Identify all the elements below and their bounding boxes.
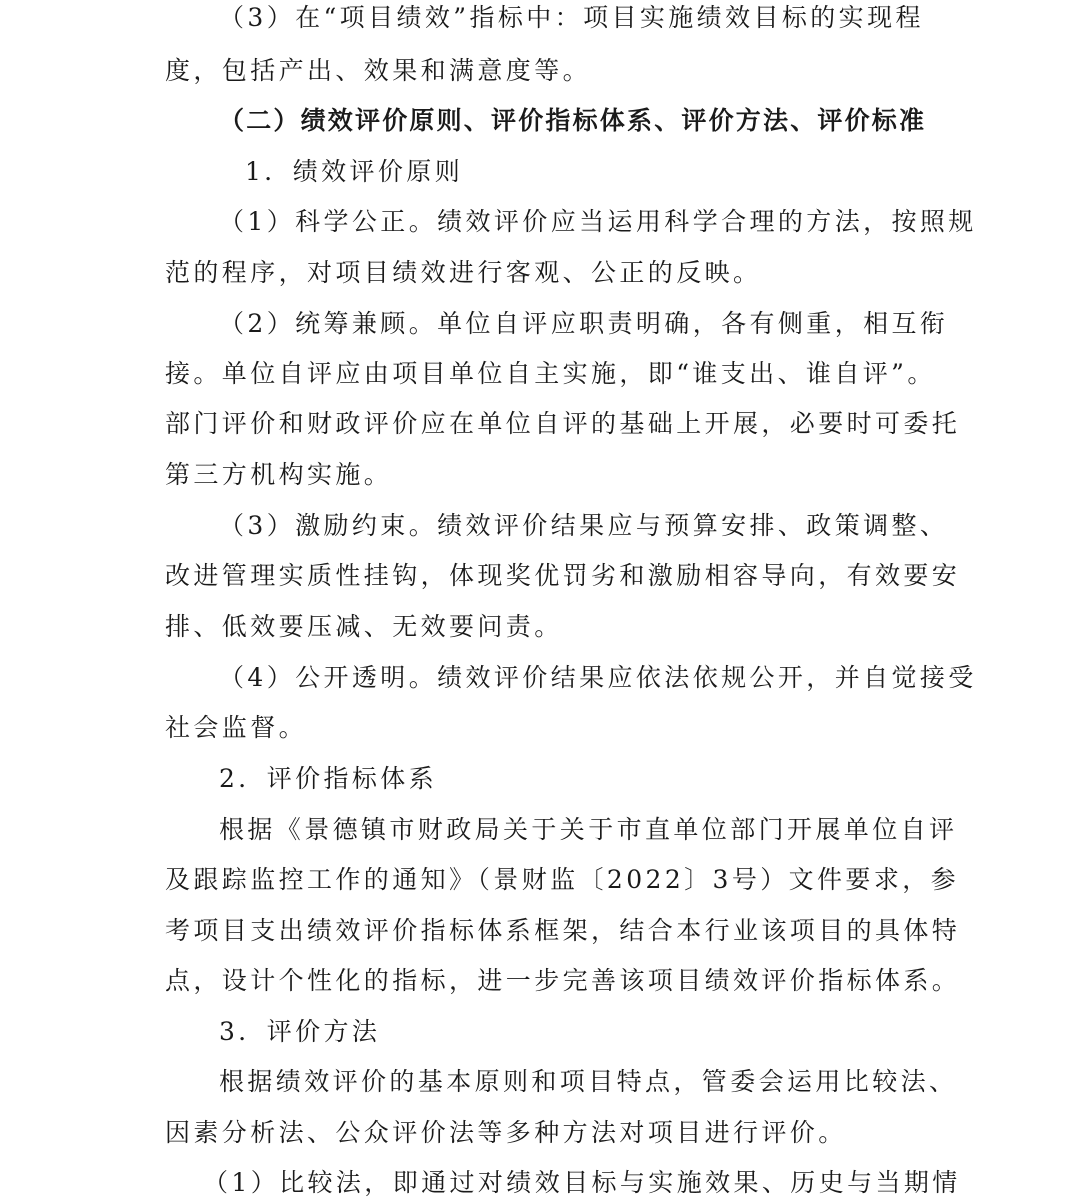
paragraph-line: 部门评价和财政评价应在单位自评的基础上开展，必要时可委托 [165, 409, 961, 438]
paragraph-line: 考项目支出绩效评价指标体系框架，结合本行业该项目的具体特 [165, 916, 961, 945]
paragraph-line: 接。单位自评应由项目单位自主实施，即“谁支出、谁自评”。 [165, 359, 936, 388]
paragraph-line: （2）统筹兼顾。单位自评应职责明确，各有侧重，相互衔 [219, 309, 949, 338]
paragraph-line: （1）比较法，即通过对绩效目标与实施效果、历史与当期情 [203, 1168, 961, 1197]
paragraph-line: 点，设计个性化的指标，进一步完善该项目绩效评价指标体系。 [165, 966, 961, 995]
paragraph-line: 排、低效要压减、无效要问责。 [165, 612, 563, 641]
paragraph-line: 第三方机构实施。 [165, 460, 393, 489]
paragraph-line: （1）科学公正。绩效评价应当运用科学合理的方法，按照规 [219, 207, 977, 236]
paragraph-line: 因素分析法、公众评价法等多种方法对项目进行评价。 [165, 1118, 847, 1147]
paragraph-line: 改进管理实质性挂钩，体现奖优罚劣和激励相容导向，有效要安 [165, 561, 961, 590]
paragraph-line: 根据绩效评价的基本原则和项目特点，管委会运用比较法、 [219, 1067, 958, 1096]
paragraph-line: 度，包括产出、效果和满意度等。 [165, 56, 592, 85]
paragraph-line: 及跟踪监控工作的通知》（景财监〔2022〕3号）文件要求，参 [165, 865, 960, 894]
subsection-heading: 3．评价方法 [219, 1017, 381, 1046]
subsection-heading: 1．绩效评价原则 [245, 157, 464, 186]
paragraph-line: 范的程序，对项目绩效进行客观、公正的反映。 [165, 258, 762, 287]
paragraph-line: 根据《景德镇市财政局关于关于市直单位部门开展单位自评 [219, 815, 958, 844]
paragraph-line: 社会监督。 [165, 713, 308, 742]
paragraph-line: （4）公开透明。绩效评价结果应依法依规公开，并自觉接受 [219, 663, 977, 692]
section-heading: （二）绩效评价原则、评价指标体系、评价方法、评价标准 [219, 106, 927, 135]
subsection-heading: 2．评价指标体系 [219, 764, 438, 793]
paragraph-line: （3）在“项目绩效”指标中：项目实施绩效目标的实现程 [219, 3, 924, 32]
paragraph-line: （3）激励约束。绩效评价结果应与预算安排、政策调整、 [219, 511, 949, 540]
